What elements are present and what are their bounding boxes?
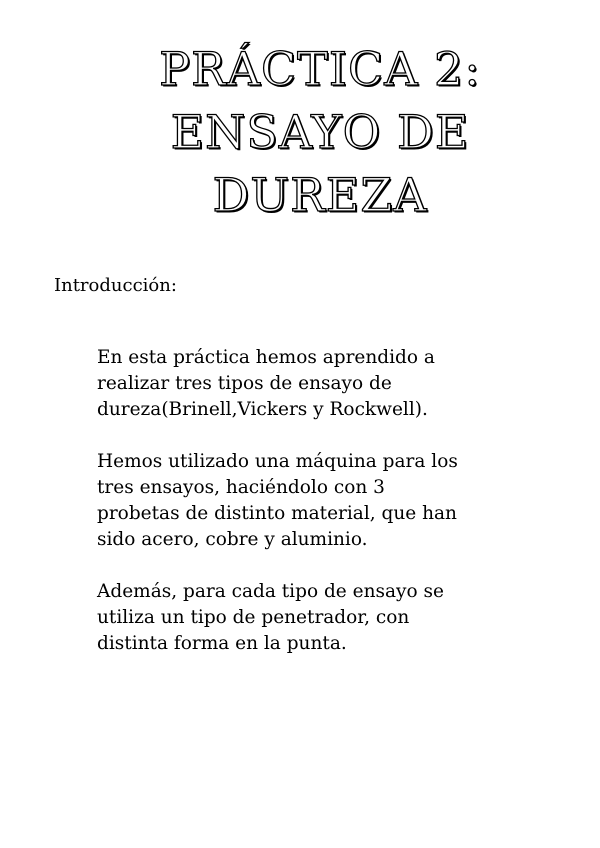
paragraph-1-line-1: En esta práctica hemos aprendido a xyxy=(97,347,435,368)
section-heading-introduccion: Introducción: xyxy=(54,275,177,296)
title-line-3: DUREZA xyxy=(212,168,428,222)
title-line-1: PRÁCTICA 2: xyxy=(159,42,481,96)
paragraph-1 xyxy=(97,345,537,423)
paragraph-3 xyxy=(97,579,537,657)
paragraph-2-line-3: probetas de distinto material, que han xyxy=(97,503,457,524)
paragraph-3-line-3: distinta forma en la punta. xyxy=(97,633,347,654)
paragraph-2-line-4: sido acero, cobre y aluminio. xyxy=(97,529,368,550)
page-title xyxy=(110,38,530,227)
paragraph-2-line-1: Hemos utilizado una máquina para los xyxy=(97,451,458,472)
introduction-body xyxy=(97,345,537,683)
paragraph-2-line-2: tres ensayos, haciéndolo con 3 xyxy=(97,477,385,498)
paragraph-1-line-3: dureza(Brinell,Vickers y Rockwell). xyxy=(97,399,428,420)
title-line-2: ENSAYO DE xyxy=(170,105,470,159)
paragraph-2 xyxy=(97,449,537,553)
paragraph-3-line-1: Además, para cada tipo de ensayo se xyxy=(97,581,444,602)
paragraph-1-line-2: realizar tres tipos de ensayo de xyxy=(97,373,392,394)
paragraph-3-line-2: utiliza un tipo de penetrador, con xyxy=(97,607,410,628)
